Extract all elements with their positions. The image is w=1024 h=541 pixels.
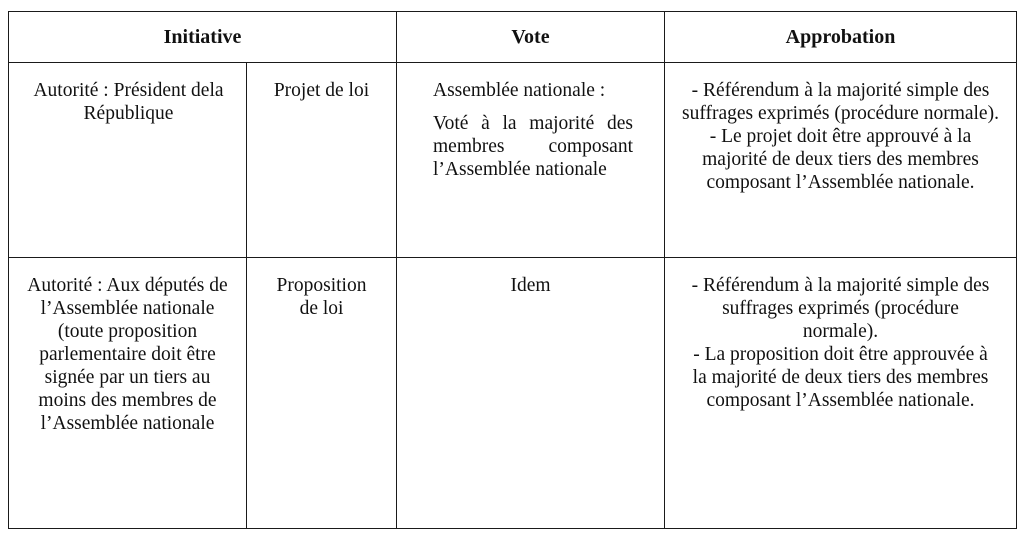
vote-content — [397, 63, 664, 181]
cell-type — [247, 63, 397, 258]
cell-type — [247, 258, 397, 529]
cell-autorite — [9, 63, 247, 258]
table-row — [9, 258, 1017, 529]
header-initiative: Initiative — [9, 12, 397, 63]
vote-title: Assemblée nationale : — [433, 80, 606, 101]
cell-autorite — [9, 258, 247, 529]
cell-vote — [397, 258, 665, 529]
approbation-content — [665, 63, 1016, 194]
type-text: Proposition de loi — [276, 275, 367, 319]
cell-vote — [397, 63, 665, 258]
header-approbation: Approbation — [665, 12, 1017, 63]
approbation-content — [665, 258, 1016, 412]
approbation-item-1: - Référendum à la majorité simple des suffrages exprimés (procédure normale). — [682, 80, 999, 124]
approbation-item-2: - Le projet doit être approuvé à la majorité de deux tiers des membres composant l’Assemblée nationale. — [702, 126, 979, 193]
header-vote: Vote — [397, 12, 665, 63]
table-header-row — [9, 12, 1017, 63]
vote-text: Idem — [510, 275, 551, 296]
approbation-item-1: - Référendum à la majorité simple des suffrages exprimés (procédure normale). — [691, 275, 990, 342]
vote-text: Voté à la majorité des membres composant l’Assemblée nationale — [433, 113, 633, 180]
approbation-item-2: - La proposition doit être approuvée à la majorité de deux tiers des membres composant l’Assemblée nationale. — [692, 344, 989, 411]
cell-approbation — [665, 258, 1017, 529]
autorite-text: Autorité : Président dela République — [33, 80, 224, 124]
autorite-text: Autorité : Aux députés de l’Assemblée nationale (toute proposition parlementaire doit être signée par un tiers au moins des membres de l’Assemblée nationale — [27, 275, 228, 434]
type-text: Projet de loi — [273, 80, 370, 101]
legislative-procedure-table — [8, 11, 1017, 529]
table-row — [9, 63, 1017, 258]
cell-approbation — [665, 63, 1017, 258]
